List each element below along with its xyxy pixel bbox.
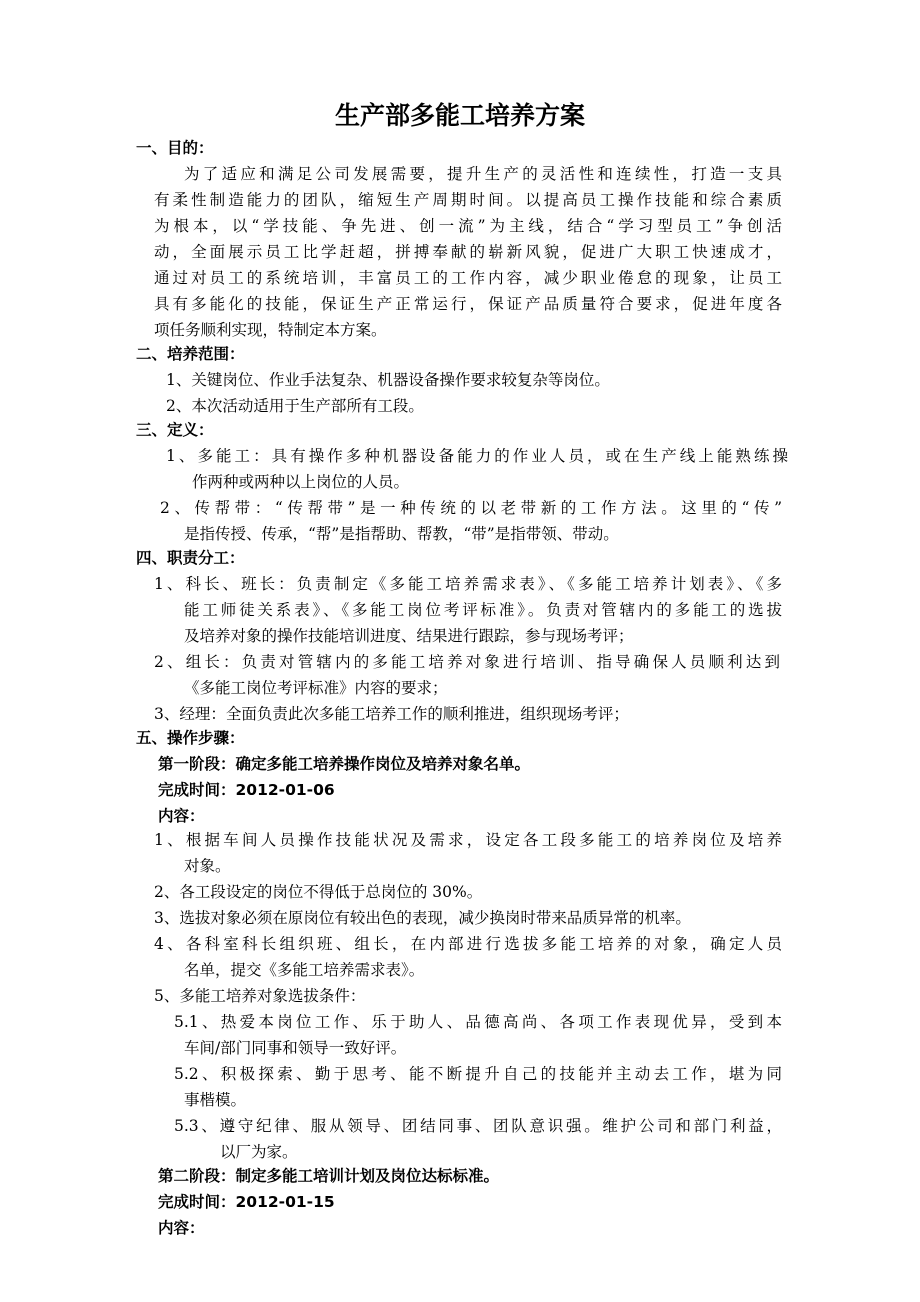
duty-line: 及培养对象的操作技能培训进度、结果进行跟踪，参与现场考评； (184, 627, 634, 645)
definition-line: 作两种或两种以上岗位的人员。 (192, 473, 410, 491)
duty-line: 《多能工岗位考评标准》内容的要求； (184, 679, 448, 697)
stage-2-content-label: 内容： (158, 1219, 205, 1237)
definition-line: 2、传帮带：“传帮带”是一种传统的以老带新的工作方法。这里的“传” (160, 499, 782, 517)
condition-line: 车间/部门同事和领导一致好评。 (184, 1039, 407, 1057)
paragraph-line: 为根本，以“学技能、争先进、创一流”为主线，结合“学习型员工”争创活 (154, 217, 782, 235)
section-4-heading: 四、职责分工： (136, 549, 245, 567)
section-1-heading: 一、目的： (136, 139, 214, 157)
stage-1-item: 2、各工段设定的岗位不得低于总岗位的 30%。 (154, 883, 483, 901)
paragraph-line: 为了适应和满足公司发展需要，提升生产的灵活性和连续性，打造一支具 (184, 165, 782, 183)
section-5-heading: 五、操作步骤： (136, 729, 245, 747)
stage-1-item: 名单，提交《多能工培养需求表》。 (184, 961, 425, 979)
stage-1-item: 3、选拔对象必须在原岗位有较出色的表现，减少换岗时带来品质异常的机率。 (154, 909, 691, 927)
paragraph-line: 具有多能化的技能，保证生产正常运行，保证产品质量符合要求，促进年度各 (154, 295, 782, 313)
duty-line: 2、组长：负责对管辖内的多能工培养对象进行培训、指导确保人员顺利达到 (154, 653, 780, 671)
stage-2-time: 完成时间：2012-01-15 (158, 1193, 335, 1211)
duty-line: 1、科长、班长：负责制定《多能工培养需求表》、《多能工培养计划表》、《多 (154, 575, 782, 593)
condition-line: 5.1、热爱本岗位工作、乐于助人、品德高尚、各项工作表现优异，受到本 (174, 1013, 782, 1031)
condition-line: 事楷模。 (184, 1091, 247, 1109)
document-title: 生产部多能工培养方案 (334, 101, 585, 130)
stage-2-title: 第二阶段：制定多能工培训计划及岗位达标标准。 (158, 1167, 500, 1185)
paragraph-line: 动，全面展示员工比学赶超，拼搏奉献的崭新风貌，促进广大职工快速成才， (154, 243, 782, 261)
list-item: 2、本次活动适用于生产部所有工段。 (166, 397, 424, 415)
list-item: 1、关键岗位、作业手法复杂、机器设备操作要求较复杂等岗位。 (166, 371, 610, 389)
section-2-heading: 二、培养范围： (136, 345, 245, 363)
stage-1-content-label: 内容： (158, 807, 205, 825)
condition-line: 5.2、积极探索、勤于思考、能不断提升自己的技能并主动去工作，堪为同 (174, 1065, 782, 1083)
stage-1-item: 4、各科室科长组织班、组长，在内部进行选拔多能工培养的对象，确定人员 (154, 935, 782, 953)
stage-1-item: 对象。 (184, 857, 231, 875)
stage-1-title: 第一阶段：确定多能工培养操作岗位及培养对象名单。 (158, 755, 531, 773)
duty-line: 能工师徒关系表》、《多能工岗位考评标准》。负责对管辖内的多能工的选拔 (184, 601, 782, 619)
section-3-heading: 三、定义： (136, 421, 214, 439)
stage-1-item: 5、多能工培养对象选拔条件： (154, 987, 366, 1005)
definition-line: 1、多能工：具有操作多种机器设备能力的作业人员，或在生产线上能熟练操 (166, 447, 788, 465)
paragraph-line: 通过对员工的系统培训，丰富员工的工作内容，减少职业倦怠的现象，让员工 (154, 269, 782, 287)
stage-1-time: 完成时间：2012-01-06 (158, 781, 335, 799)
stage-1-item: 1、根据车间人员操作技能状况及需求，设定各工段多能工的培养岗位及培养 (154, 831, 782, 849)
paragraph-line: 有柔性制造能力的团队，缩短生产周期时间。以提高员工操作技能和综合素质 (154, 191, 782, 209)
definition-line: 是指传授、传承，“帮”是指帮助、帮教，“带”是指带领、带动。 (184, 525, 619, 543)
duty-line: 3、经理：全面负责此次多能工培养工作的顺利推进，组织现场考评； (154, 705, 629, 723)
condition-line: 以厂为家。 (220, 1143, 298, 1161)
condition-line: 5.3、遵守纪律、服从领导、团结同事、团队意识强。维护公司和部门利益， (174, 1117, 782, 1135)
paragraph-line: 项任务顺利实现，特制定本方案。 (154, 321, 387, 339)
